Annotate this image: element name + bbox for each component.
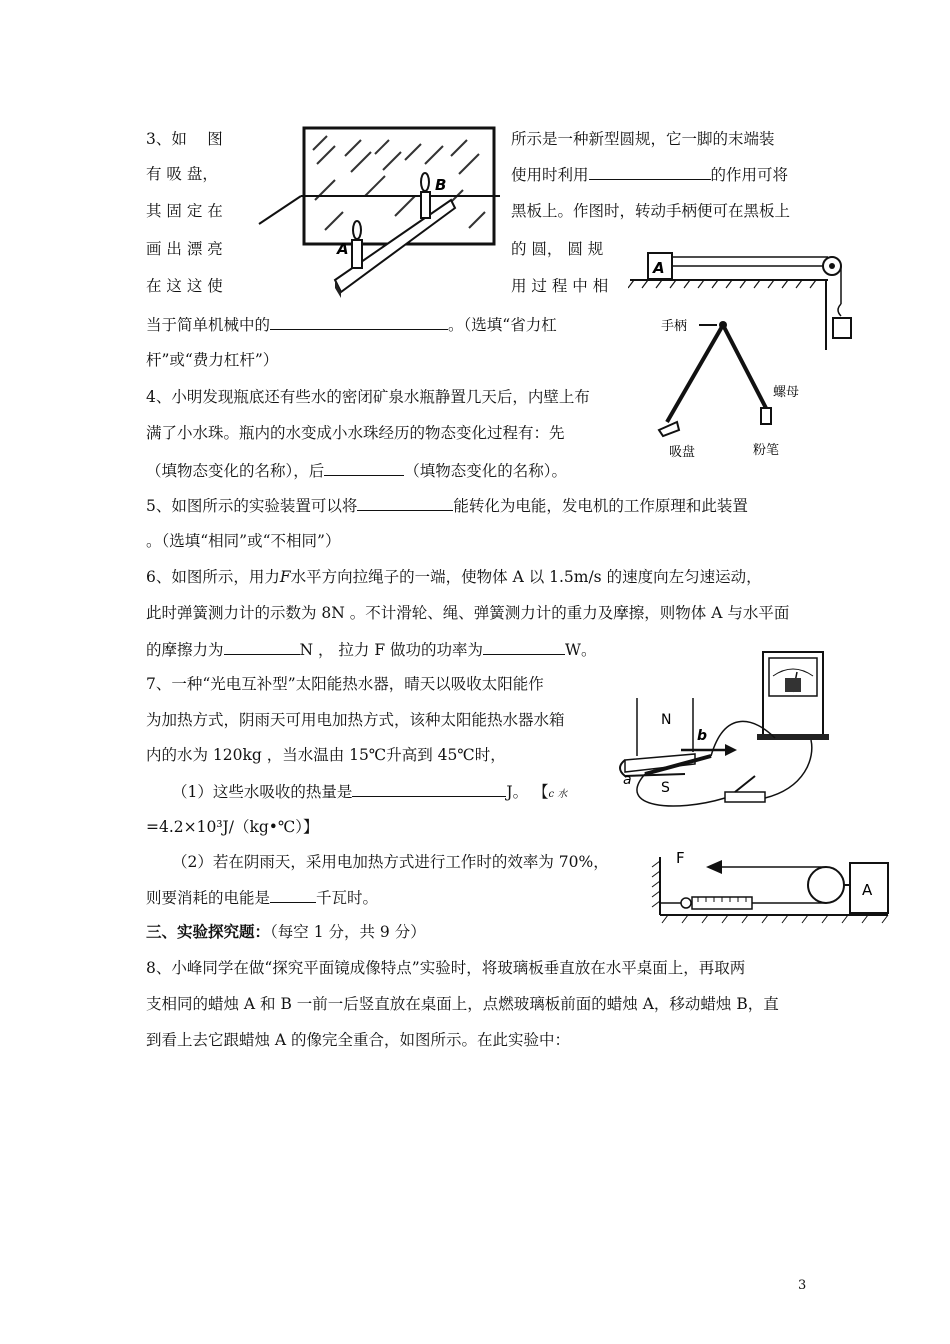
q5-text: 能转化为电能，发电机的工作原理和此装置	[453, 497, 748, 515]
q8-line-3: 到看上去它跟蜡烛 A 的像完全重合，如图所示。在此实验中：	[146, 1031, 571, 1049]
compass-handle-label: 手柄	[661, 319, 688, 334]
q3-line-1a: 3、如 图	[146, 130, 223, 148]
q3-line-2	[511, 163, 788, 186]
q7-line-6: （2）若在阴雨天，采用电加热方式进行工作时的效率为 70%，	[172, 853, 609, 871]
q3-line-4b: 的 圆， 圆 规	[511, 240, 604, 258]
q5-text: 5、如图所示的实验装置可以将	[146, 497, 358, 515]
q3-line-3a: 其 固 定 在	[146, 202, 223, 220]
q3-line-7: 杆”或“费力杠杆”）	[146, 351, 279, 369]
pulley-scale-figure	[648, 845, 890, 925]
q7-specific-heat-symbol: c 水	[548, 789, 568, 800]
q5-answer-blank[interactable]	[357, 494, 453, 511]
q3-answer-blank-2[interactable]	[270, 313, 448, 330]
q3-line-6	[146, 313, 557, 336]
q3-text: 当于简单机械中的	[146, 316, 271, 334]
q7-text: 千瓦时。	[316, 889, 379, 907]
wire-a-label: a	[623, 772, 632, 788]
q7-line-4	[172, 780, 567, 806]
compass-nut-label: 螺母	[773, 385, 800, 400]
induction-figure	[615, 648, 830, 813]
q3-text: 。（选填“省力杠	[448, 316, 557, 334]
q8-line-2: 支相同的蜡烛 A 和 B 一前一后竖直放在桌面上，点燃玻璃板前面的蜡烛 A，移动蜡烛 B，直	[146, 995, 779, 1013]
magnet-n-label: N	[661, 712, 672, 728]
q6-line-1	[146, 566, 762, 588]
compass-chalk-label: 粉笔	[753, 443, 780, 458]
q4-text: （填物态变化的名称），后	[146, 462, 325, 480]
magnet-s-label: S	[661, 780, 670, 796]
q4-text: （填物态变化的名称）。	[404, 462, 568, 480]
q3-line-4a: 画 出 漂 亮	[146, 240, 223, 258]
page-number: 3	[798, 1278, 807, 1293]
q3-answer-blank-1[interactable]	[589, 163, 711, 180]
q7-line-5: =4.2×10³J/（kg•℃）】	[146, 818, 319, 836]
mirror-label-b: B	[435, 176, 447, 194]
force-f-label: F	[676, 849, 685, 867]
q6-text: 水平方向拉绳子的一端，使物体 A 以 1.5m/s 的速度向左匀速运动，	[290, 568, 762, 586]
pulley1-label-a: A	[653, 259, 665, 277]
q7-line-7	[146, 886, 378, 909]
q6-text: N ， 拉力 F 做功的功率为	[299, 641, 484, 659]
section-title: 三、实验探究题：	[146, 922, 271, 941]
q7-text: 则要消耗的电能是	[146, 889, 271, 907]
q7-text: J。 【	[506, 783, 549, 801]
q7-text: （1）这些水吸收的热量是	[172, 783, 353, 801]
q4-answer-blank[interactable]	[324, 459, 404, 476]
q3-line-5b: 用 过 程 中 相	[511, 277, 609, 295]
q3-line-2a: 有 吸 盘，	[146, 165, 218, 183]
q6-force-symbol: F	[279, 568, 291, 586]
section-note: （每空 1 分，共 9 分）	[270, 923, 426, 941]
compass-figure	[655, 310, 815, 460]
q4-line-3	[146, 459, 567, 482]
q8-line-1: 8、小峰同学在做“探究平面镜成像特点”实验时，将玻璃板垂直放在水平桌面上，再取两	[146, 959, 746, 977]
q3-text: 的作用可将	[710, 166, 789, 184]
q6-answer-blank-2[interactable]	[483, 638, 565, 655]
section-header	[146, 921, 426, 943]
q6-line-3	[146, 638, 596, 661]
q6-line-2: 此时弹簧测力计的示数为 8N 。不计滑轮、绳、弹簧测力计的重力及摩擦，则物体 A 与水平面	[146, 604, 790, 622]
q6-answer-blank-1[interactable]	[224, 638, 300, 655]
q3-line-5a: 在 这 这 使	[146, 277, 223, 295]
q5-line-1	[146, 494, 748, 517]
block-a-label: A	[862, 881, 873, 899]
compass-sucker-label: 吸盘	[669, 445, 696, 460]
q7-answer-blank-2[interactable]	[270, 886, 316, 903]
q5-line-2: 。（选填“相同”或“不相同”）	[146, 532, 341, 550]
q7-line-2: 为加热方式，阴雨天可用电加热方式，该种太阳能热水器水箱	[146, 711, 565, 729]
q6-text: 的摩擦力为	[146, 641, 224, 659]
wire-b-label: b	[697, 728, 708, 744]
q4-line-1: 4、小明发现瓶底还有些水的密闭矿泉水瓶静置几天后，内壁上布	[146, 388, 590, 406]
mirror-candle-figure	[255, 120, 505, 305]
q7-line-3: 内的水为 120kg ，当水温由 15℃升高到 45℃时，	[146, 746, 506, 764]
q3-line-3b: 黑板上。作图时，转动手柄便可在黑板上	[511, 202, 791, 220]
q7-line-1: 7、一种“光电互补型”太阳能热水器，晴天以吸收太阳能作	[146, 675, 544, 693]
q7-answer-blank-1[interactable]	[352, 780, 506, 797]
q6-text: W。	[565, 641, 597, 659]
q4-line-2: 满了小水珠。瓶内的水变成小水珠经历的物态变化过程有：先	[146, 424, 565, 442]
q3-line-1b: 所示是一种新型圆规，它一脚的末端装	[511, 130, 775, 148]
q3-text: 使用时利用	[511, 166, 589, 184]
q6-text: 6、如图所示，用力	[146, 568, 280, 586]
mirror-label-a: A	[337, 240, 349, 258]
